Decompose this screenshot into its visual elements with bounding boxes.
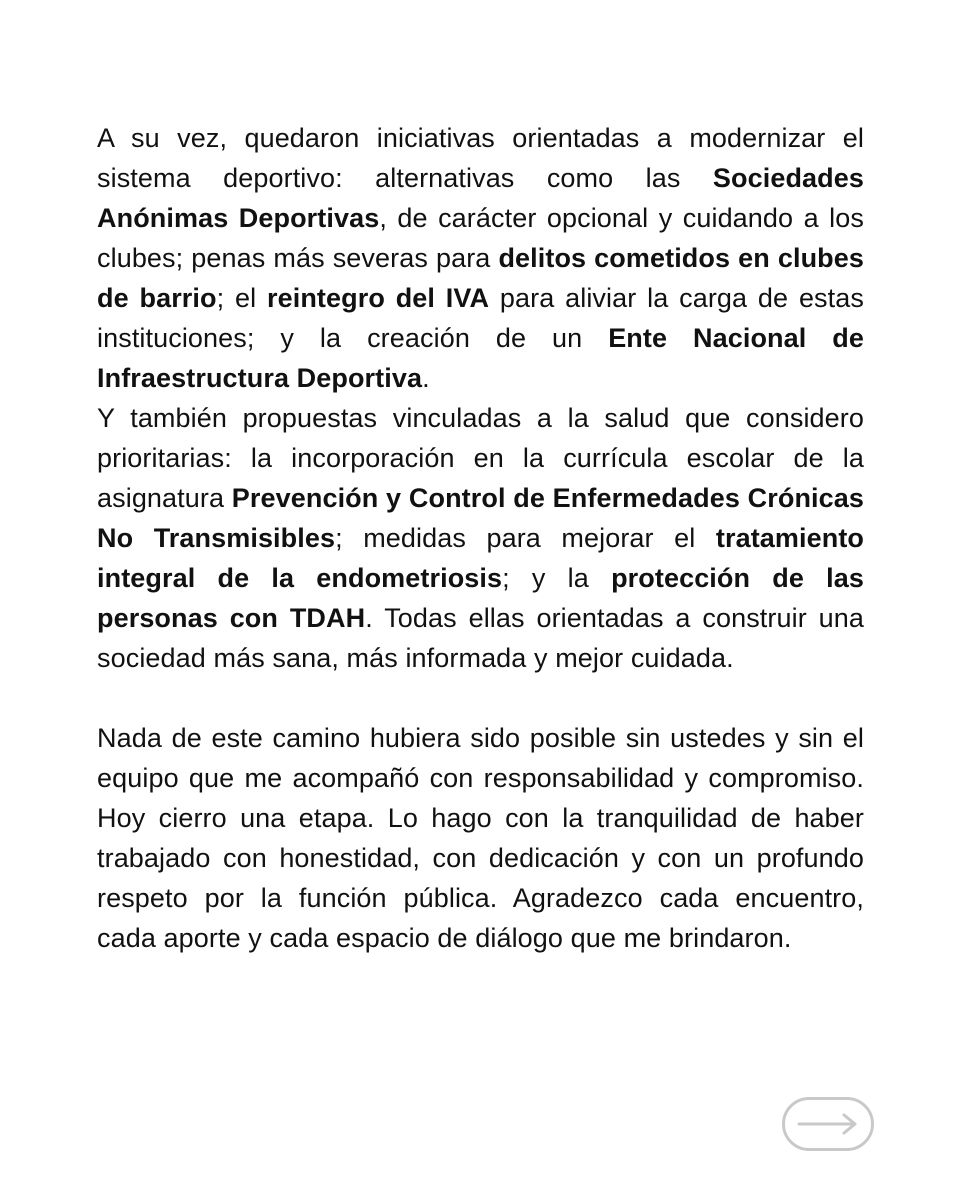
text-segment: ; y la bbox=[502, 563, 612, 593]
text-content bbox=[97, 118, 864, 958]
text-segment: ; medidas para mejorar el bbox=[335, 523, 716, 553]
text-segment: A su vez, quedaron iniciativas orientadas a modernizar el sistema deportivo: alternativas como las bbox=[97, 123, 864, 193]
text-segment: , de carácter opcional y cuidando a los clubes; penas más severas para bbox=[97, 203, 864, 273]
text-segment: Y también propuestas vinculadas a la salud que considero prioritarias: la incorporación en la currícula escolar de la asignatura bbox=[97, 403, 864, 513]
arrow-right-icon bbox=[797, 1112, 859, 1136]
paragraph-spacer bbox=[97, 678, 864, 718]
bold-text-segment: Prevención y Control de Enfermedades Crónicas No Transmisibles bbox=[97, 483, 864, 553]
bold-text-segment: reintegro del IVA bbox=[267, 283, 490, 313]
paragraph-health bbox=[97, 398, 864, 678]
text-segment: . bbox=[422, 363, 430, 393]
paragraph-sports bbox=[97, 118, 864, 398]
text-segment: ; el bbox=[216, 283, 267, 313]
bold-text-segment: Ente Nacional de Infraestructura Deportiva bbox=[97, 323, 864, 393]
bold-text-segment: delitos cometidos en clubes de barrio bbox=[97, 243, 864, 313]
paragraph-closing bbox=[97, 718, 864, 958]
text-segment: Nada de este camino hubiera sido posible sin ustedes y sin el equipo que me acompañó con responsabilidad y compromiso. Hoy cierro una etapa. Lo hago con la tranquilidad de haber trabajado con honestidad, con dedicación y con un profundo respeto por la función pública. Agradezco cada encuentro, cada aporte y cada espacio de diálogo que me brindaron. bbox=[97, 723, 864, 953]
next-button[interactable] bbox=[782, 1097, 874, 1151]
bold-text-segment: protección de las personas con TDAH bbox=[97, 563, 864, 633]
text-segment: para aliviar la carga de estas instituciones; y la creación de un bbox=[97, 283, 864, 353]
text-segment: . Todas ellas orientadas a construir una sociedad más sana, más informada y mejor cuidada. bbox=[97, 603, 864, 673]
bold-text-segment: Sociedades Anónimas Deportivas bbox=[97, 163, 864, 233]
bold-text-segment: tratamiento integral de la endometriosis bbox=[97, 523, 864, 593]
